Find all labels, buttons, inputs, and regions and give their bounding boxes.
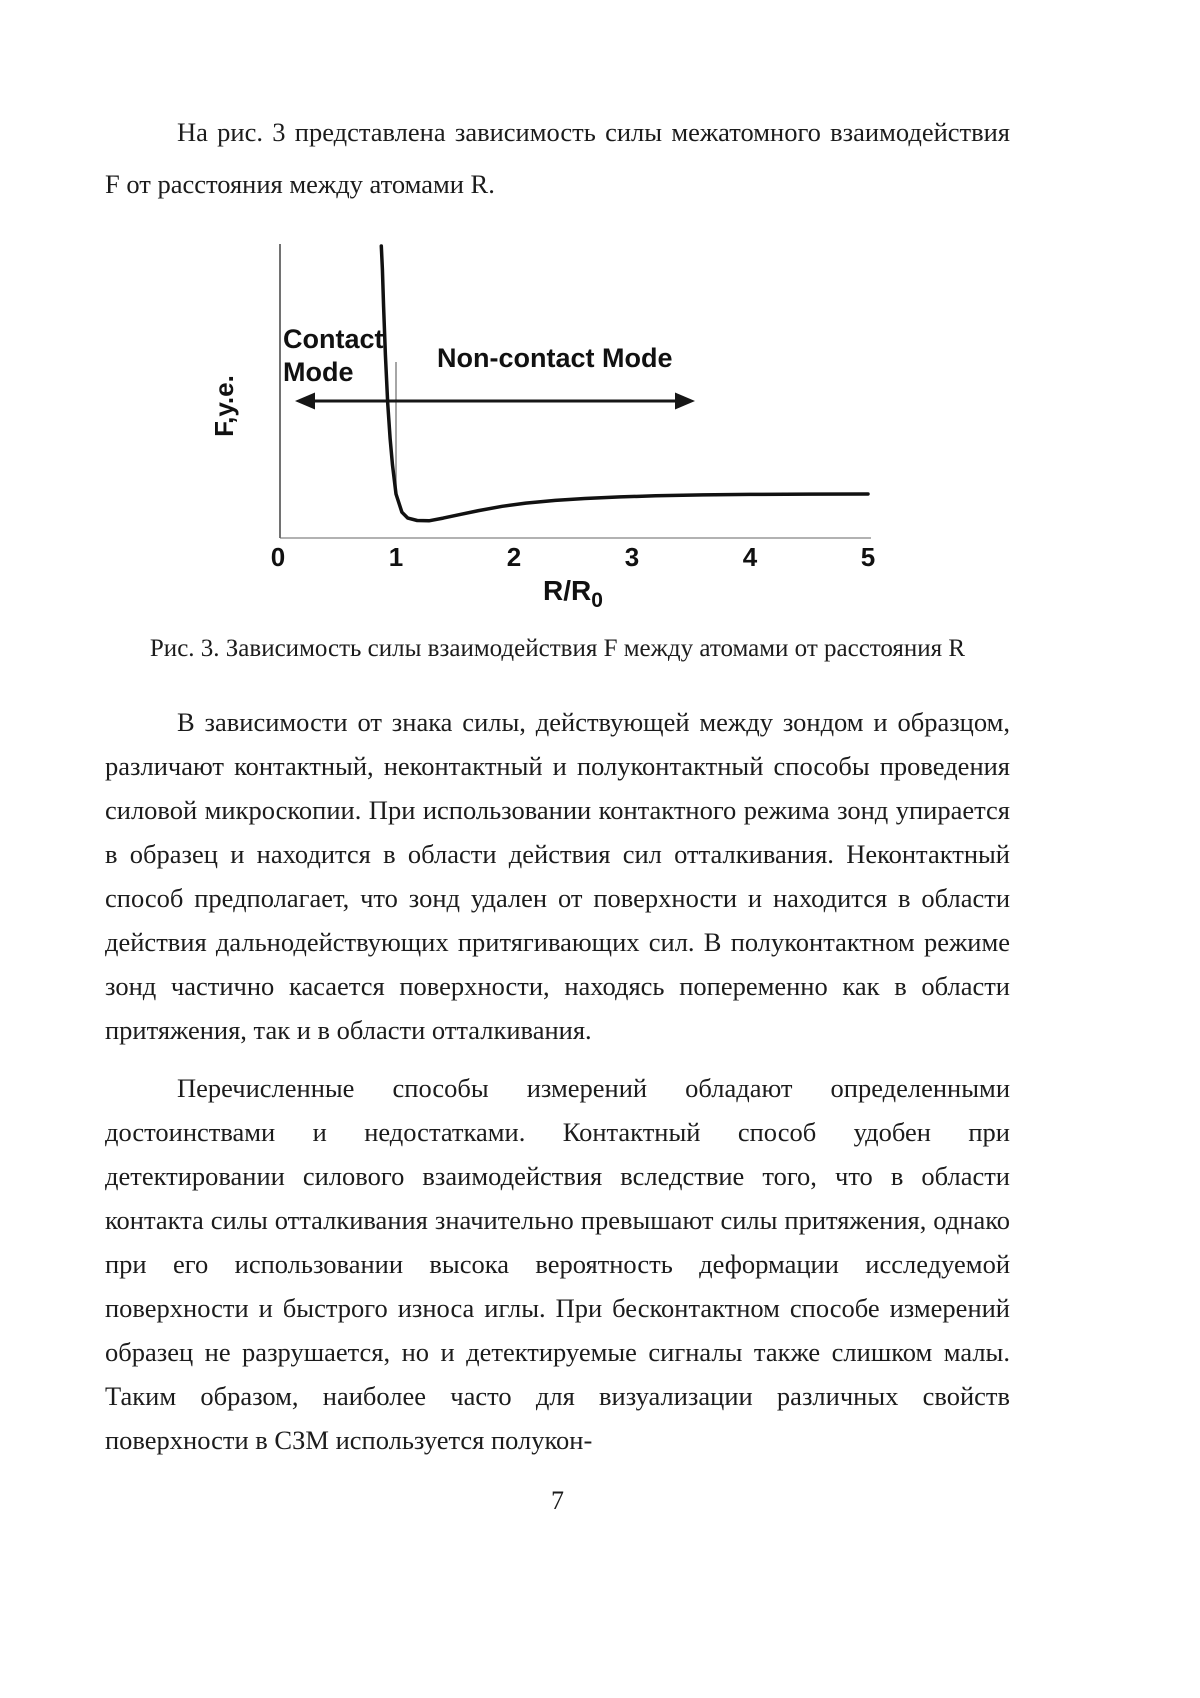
force-curve xyxy=(381,246,868,521)
y-axis-label: F,y.e. xyxy=(209,375,239,437)
document-page xyxy=(105,0,1010,1516)
body-paragraph-2: Перечисленные способы измерений обладают определенными достоинствами и недостатками. Контактный способ удобен при детектировании силового взаимодействия вследствие того, что в области контакта силы отталкивания значительно превышают силы притяжения, однако при его использовании высока вероятность деформации исследуемой поверхности и быстрого износа иглы. При бесконтактном способе измерений образец не разрушается, но и детектируемые сигналы также слишком малы. Таким образом, наиболее часто для визуализации различных свойств поверхности в СЗМ используется полукон- xyxy=(105,1073,1010,1455)
x-tick-2: 2 xyxy=(506,542,522,572)
figure-caption: Рис. 3. Зависимость силы взаимодействия F между атомами от расстояния R xyxy=(149,635,966,662)
noncontact-mode-label: Non-contact Mode xyxy=(437,343,673,373)
intro-paragraph: На рис. 3 представлена зависимость силы межатомного взаимодействия F от расстояния между атомами R. xyxy=(105,117,1010,199)
contact-mode-label-line2: Mode xyxy=(283,357,354,387)
figure-3 xyxy=(105,236,1010,608)
x-tick-0: 0 xyxy=(270,542,286,572)
contact-mode-label-line1: Contact xyxy=(283,324,384,354)
page-number: 7 xyxy=(551,1486,564,1515)
x-tick-5: 5 xyxy=(860,542,876,572)
arrow-left-head xyxy=(295,393,315,410)
x-tick-3: 3 xyxy=(624,542,640,572)
x-tick-4: 4 xyxy=(742,542,758,572)
x-tick-1: 1 xyxy=(388,542,404,572)
arrow-right-head xyxy=(675,393,695,410)
mode-range-arrow xyxy=(295,393,695,410)
force-distance-chart xyxy=(205,236,885,608)
x-axis-label: $R/R_0$ xyxy=(543,575,603,608)
body-paragraph-1: В зависимости от знака силы, действующей между зондом и образцом, различают контактный, неконтактный и полуконтактный способы проведения силовой микроскопии. При использовании контактного режима зонд упирается в образец и находится в области действия сил отталкивания. Неконтактный способ предполагает, что зонд удален от поверхности и находится в области действия дальнодействующих притягивающих сил. В полуконтактном режиме зонд частично касается поверхности, находясь попеременно как в области притяжения, так и в области отталкивания. xyxy=(105,707,1010,1045)
